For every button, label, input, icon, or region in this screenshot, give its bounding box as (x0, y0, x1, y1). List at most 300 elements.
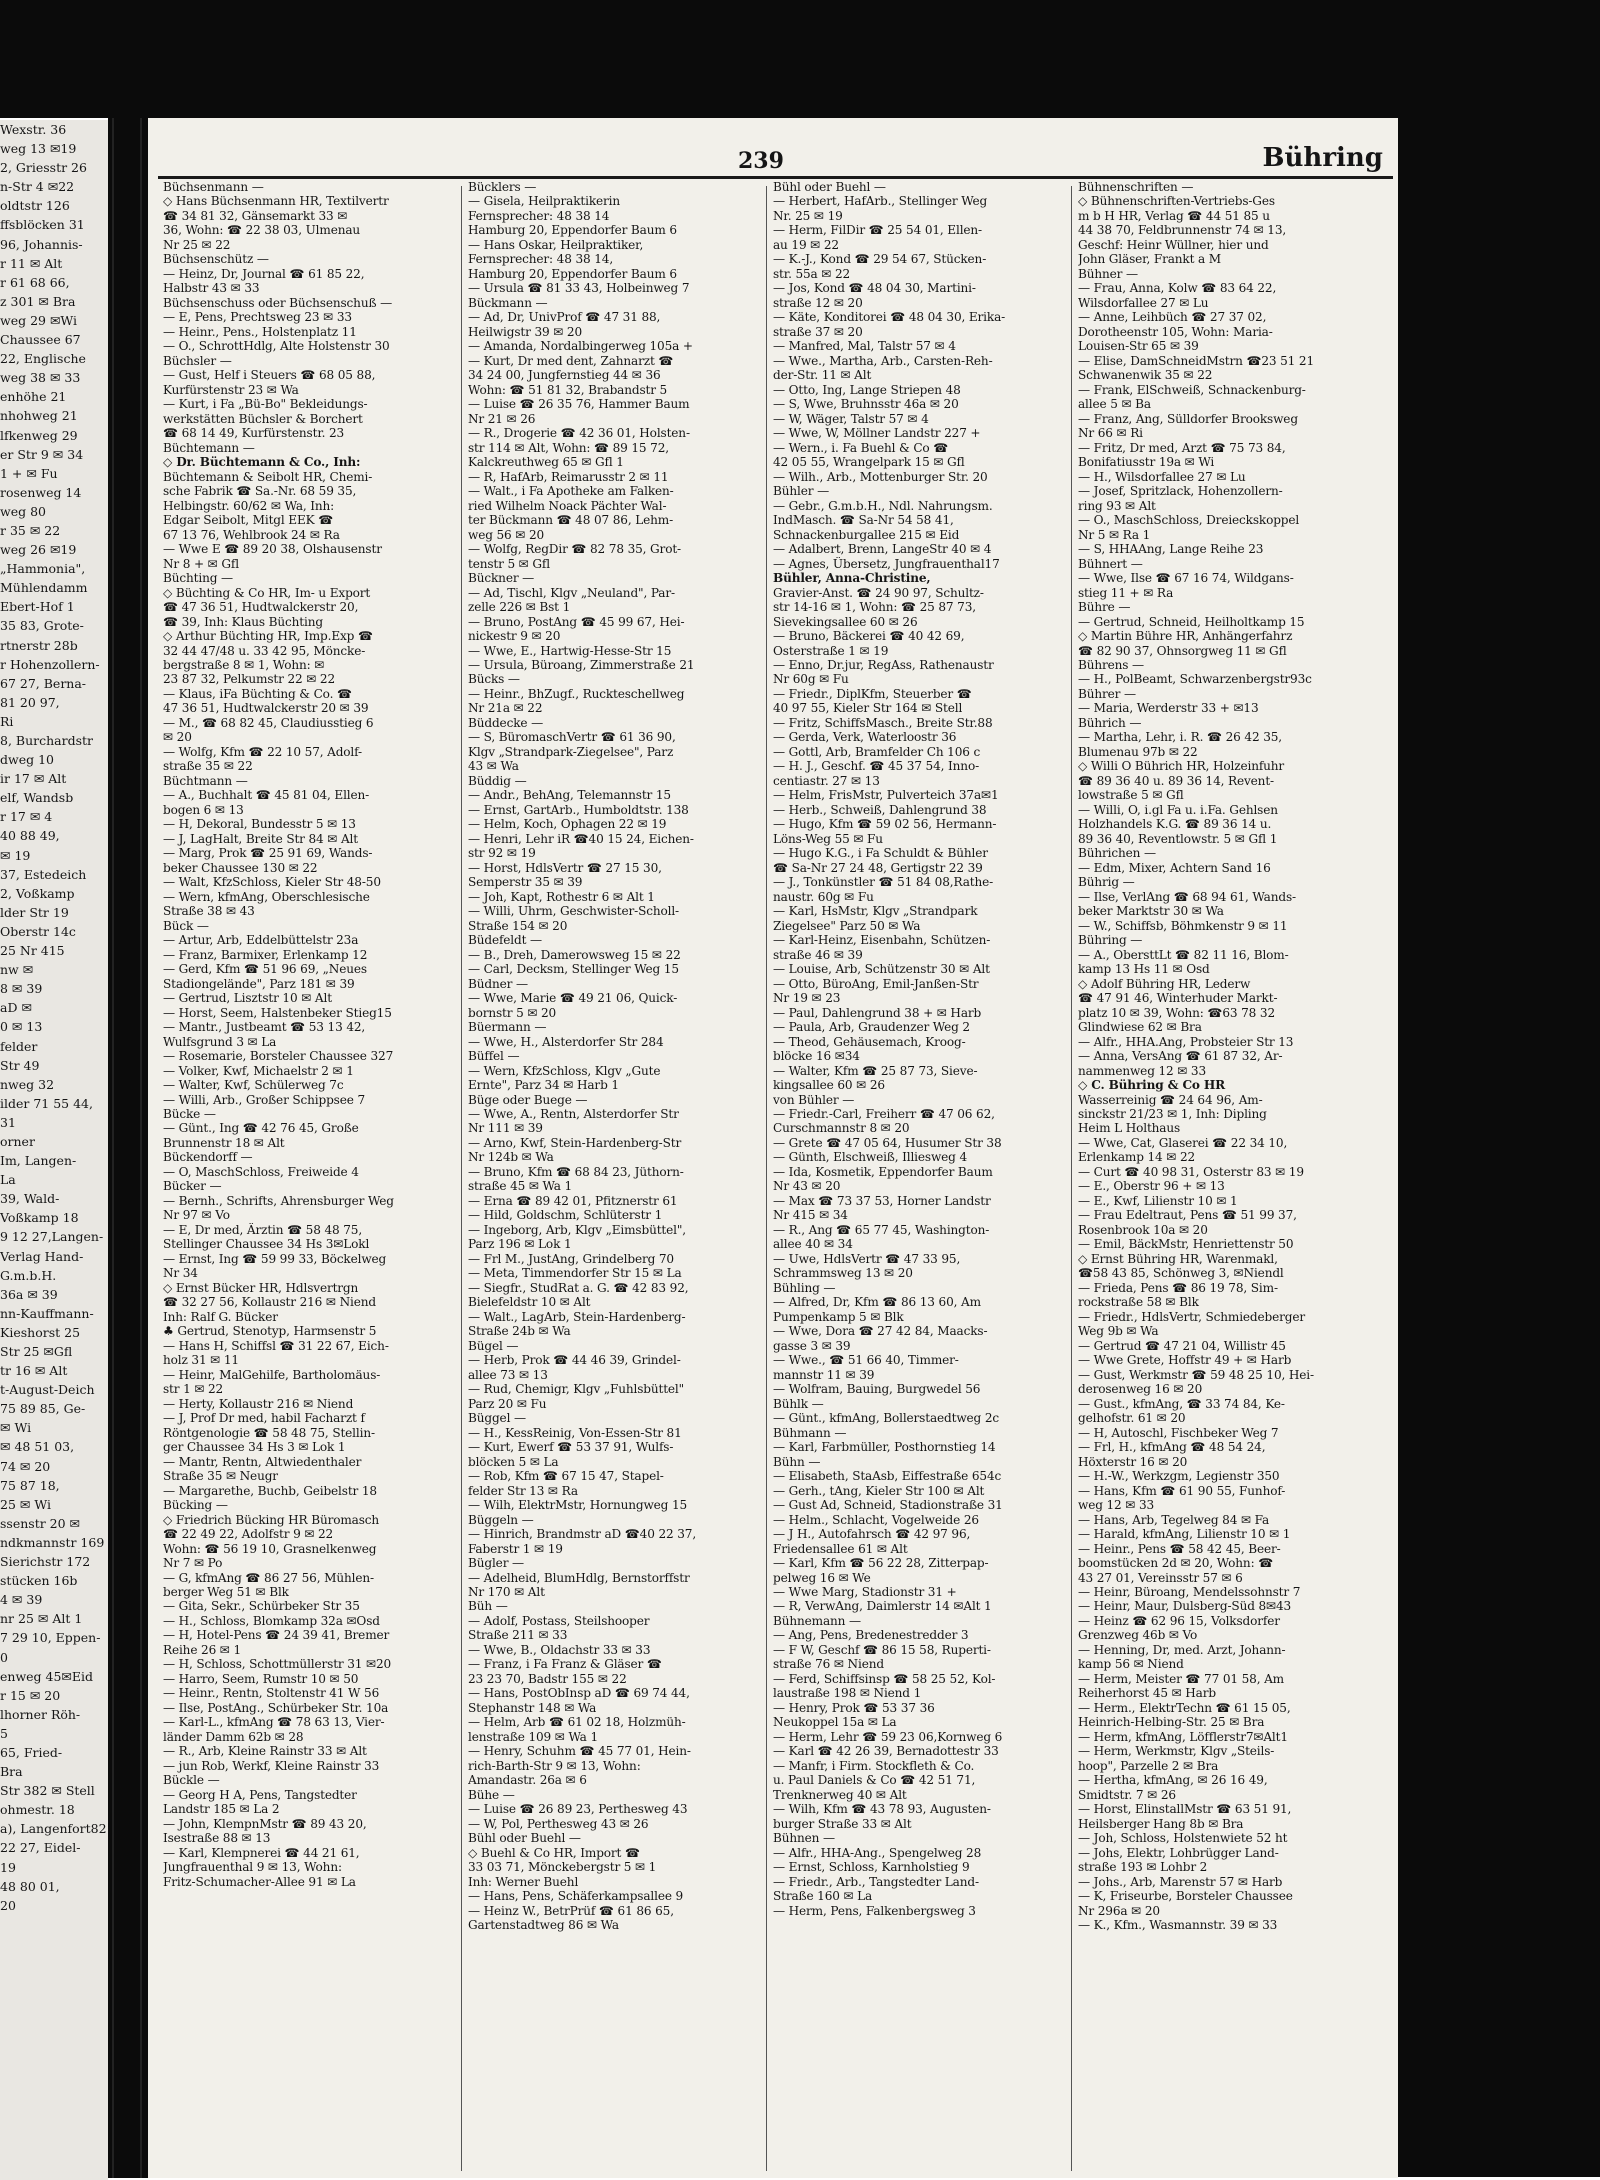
directory-entry-line: Amandastr. 26a ✉ 6 (468, 1773, 587, 1788)
surname-heading: Bückmann — (468, 295, 548, 310)
left-page-line: 0 ✉ 13 (0, 1019, 43, 1035)
directory-entry-line: Fernsprecher: 48 38 14 (468, 208, 610, 223)
surname-heading: Bühl oder Buehl — (773, 180, 886, 194)
directory-entry-line: — Artur, Arb, Eddelbüttelstr 23a (163, 933, 359, 948)
surname-heading: Bühn — (773, 1454, 821, 1469)
directory-entry-line: 32 44 47/48 u. 33 42 95, Möncke- (163, 643, 366, 658)
directory-entry-line: — Wwe E ☎ 89 20 38, Olshausenstr (163, 542, 382, 557)
left-page-line: 36a ✉ 39 (0, 1286, 58, 1302)
directory-entry-line: Helbingstr. 60/62 ✉ Wa, Inh: (163, 498, 335, 513)
directory-entry-line: — Wern, KfzSchloss, Klgv „Gute (468, 1063, 661, 1078)
directory-entry-line: — Ursula, Büroang, Zimmerstraße 21 (468, 657, 695, 672)
surname-heading: von Bühler — (773, 1092, 855, 1107)
directory-entry-line: — Walt., i Fa Apotheke am Falken- (468, 484, 674, 499)
directory-entry-line: — Ferd, Schiffsinsp ☎ 58 25 52, Kol- (773, 1671, 996, 1686)
directory-entry-line: — Frieda, Pens ☎ 86 19 78, Sim- (1078, 1280, 1278, 1295)
surname-heading: Bücklers — (468, 180, 537, 194)
left-page-line: weg 80 (0, 503, 46, 519)
directory-page (148, 118, 1398, 2178)
directory-entry-line: — H., Wilsdorfallee 27 ✉ Lu (1078, 469, 1246, 484)
directory-entry-line: — Henri, Lehr iR ☎40 15 24, Eichen- (468, 831, 694, 846)
directory-entry-line: ◇ Adolf Bühring HR, Lederw (1078, 976, 1251, 991)
directory-entry-line: — Heinz, Dr, Journal ☎ 61 85 22, (163, 266, 365, 281)
directory-entry-line: — Helm, Arb ☎ 61 02 18, Holzmüh- (468, 1715, 686, 1730)
directory-entry-line: straße 35 ✉ 22 (163, 759, 253, 774)
left-page-line: 74 ✉ 20 (0, 1458, 51, 1474)
directory-entry-line: blöcken 5 ✉ La (468, 1454, 559, 1469)
directory-entry-line: — A., Buchhalt ☎ 45 81 04, Ellen- (163, 788, 370, 803)
left-page-line: weg 26 ✉19 (0, 542, 77, 558)
directory-entry-line: ter Bückmann ☎ 48 07 86, Lehm- (468, 513, 674, 528)
directory-entry-line: beker Chaussee 130 ✉ 22 (163, 860, 318, 875)
left-page-line: 19 (0, 1859, 16, 1875)
directory-entry-line: mannstr 11 ✉ 39 (773, 1367, 875, 1382)
directory-entry-line: — Herb, Prok ☎ 44 46 39, Grindel- (468, 1353, 681, 1368)
directory-entry-line: ◇ Arthur Büchting HR, Imp.Exp ☎ (163, 629, 373, 644)
directory-entry-line: Jungfrauenthal 9 ✉ 13, Wohn: (163, 1860, 342, 1875)
directory-entry-line: Stellinger Chaussee 34 Hs 3✉Lokl (163, 1237, 370, 1252)
directory-entry-line: der-Str. 11 ✉ Alt (773, 368, 872, 383)
directory-entry-line: — Curt ☎ 40 98 31, Osterstr 83 ✉ 19 (1078, 1164, 1304, 1179)
directory-entry-line: — Wolfg, RegDir ☎ 82 78 35, Grot- (468, 542, 681, 557)
directory-entry-line: platz 10 ✉ 39, Wohn: ☎63 78 32 (1078, 1005, 1275, 1020)
directory-entry-line: — E, Dr med, Ärztin ☎ 58 48 75, (163, 1222, 363, 1237)
directory-entry-line: Nr 97 ✉ Vo (163, 1208, 230, 1223)
directory-entry-line: — Wilh, ElektrMstr, Hornungweg 15 (468, 1498, 688, 1513)
directory-entry-line: — H. J., Geschf. ☎ 45 37 54, Inno- (773, 759, 980, 774)
surname-heading: Bücker — (163, 1179, 222, 1194)
directory-entry-line: weg 12 ✉ 33 (1078, 1498, 1155, 1513)
directory-entry-line: — Herty, Kollaustr 216 ✉ Niend (163, 1396, 354, 1411)
directory-entry-line: — Helm, FrisMstr, Pulverteich 37a✉1 (773, 788, 999, 803)
directory-entry-line: Reihe 26 ✉ 1 (163, 1642, 242, 1657)
directory-entry-line: gelhofstr. 61 ✉ 20 (1078, 1411, 1186, 1426)
left-page-line: a), Langenfort82 (0, 1821, 107, 1837)
directory-entry-line: Faberstr 1 ✉ 19 (468, 1541, 563, 1556)
directory-entry-line: — Wilh, Kfm ☎ 43 78 93, Augusten- (773, 1802, 991, 1817)
directory-entry-line: Stadiongelände", Parz 181 ✉ 39 (163, 976, 355, 991)
left-page-line: 25 Nr 415 (0, 943, 65, 959)
directory-entry-line: bergstraße 8 ✉ 1, Wohn: ✉ (163, 657, 325, 672)
surname-heading: Bücke — (163, 1107, 216, 1121)
directory-entry-line: — Herm, kfmAng, Löfflerstr7✉Alt1 (1078, 1729, 1288, 1744)
directory-entry-line: — K., Kfm., Wasmannstr. 39 ✉ 33 (1078, 1918, 1278, 1933)
surname-heading: Büggeln — (468, 1512, 534, 1527)
directory-entry-line: Nr 25 ✉ 22 (163, 237, 231, 252)
left-page-line: La (0, 1172, 16, 1188)
directory-entry-line: Schwanenwik 35 ✉ 22 (1078, 368, 1213, 383)
directory-entry-line: Grenzweg 46b ✉ Vo (1078, 1628, 1198, 1643)
left-page-line: 25 ✉ Wi (0, 1496, 51, 1512)
left-page-line: lder Str 19 (0, 904, 69, 920)
directory-entry-line: — Wern, kfmAng, Oberschlesische (163, 889, 370, 904)
directory-entry-line: 23 23 70, Badstr 155 ✉ 22 (468, 1671, 627, 1686)
directory-entry-line: — H., PolBeamt, Schwarzenbergstr93c (1078, 672, 1312, 687)
directory-entry-line: Straße 24b ✉ Wa (468, 1324, 571, 1339)
directory-entry-line: — Heinr, MalGehilfe, Bartholomäus- (163, 1367, 381, 1382)
directory-entry-line: ☎ 47 36 51, Hudtwalckerstr 20, (163, 600, 359, 615)
directory-entry-line: Smidtstr. 7 ✉ 26 (1078, 1787, 1176, 1802)
directory-entry-line: — Gerh., tAng, Kieler Str 100 ✉ Alt (773, 1483, 985, 1498)
directory-entry-line: — Karl, Farbmüller, Posthornstieg 14 (773, 1440, 996, 1455)
directory-entry-line: Höxterstr 16 ✉ 20 (1078, 1454, 1188, 1469)
directory-entry-line: — R., Drogerie ☎ 42 36 01, Holsten- (468, 426, 690, 441)
left-page-line: 4 ✉ 39 (0, 1592, 43, 1608)
directory-entry-line: — J, Prof Dr med, habil Facharzt f (163, 1411, 365, 1426)
directory-entry-line: — Henry, Schuhm ☎ 45 77 01, Hein- (468, 1744, 691, 1759)
directory-entry-line: — S, BüromaschVertr ☎ 61 36 90, (468, 730, 676, 745)
directory-entry-line: ◇ Friedrich Bücking HR Büromasch (163, 1512, 380, 1527)
left-page-line: Verlag Hand- (0, 1248, 84, 1264)
directory-entry-line: Büchtemann & Seibolt HR, Chemi- (163, 469, 373, 484)
directory-entry-line: Wulfsgrund 3 ✉ La (163, 1034, 277, 1049)
surname-heading: Büge oder Buege — (468, 1092, 588, 1107)
directory-entry-line: — Gita, Sekr., Schürbeker Str 35 (163, 1599, 360, 1614)
directory-entry-line: ◇ Dr. Büchtemann & Co., Inh: (163, 455, 361, 470)
directory-entry-line: 44 38 70, Feldbrunnenstr 74 ✉ 13, (1078, 223, 1287, 238)
directory-entry-line: Hamburg 20, Eppendorfer Baum 6 (468, 223, 677, 238)
directory-entry-line: — Marg, Prok ☎ 25 91 69, Wands- (163, 846, 373, 861)
directory-entry-line: — Emil, BäckMstr, Henriettenstr 50 (1078, 1237, 1294, 1252)
directory-entry-line: — Josef, Spritzlack, Hohenzollern- (1078, 484, 1283, 499)
directory-entry-line: — Herm, Lehr ☎ 59 23 06,Kornweg 6 (773, 1729, 1003, 1744)
directory-entry-line: ☎ Sa-Nr 27 24 48, Gertigstr 22 39 (773, 860, 983, 875)
directory-entry-line: — Wwe, A., Rentn, Alsterdorfer Str (468, 1107, 679, 1121)
directory-entry-line: Nr 66 ✉ Ri (1078, 426, 1143, 441)
directory-entry-line: — Herm, Pens, Falkenbergsweg 3 (773, 1903, 976, 1918)
directory-entry-line: — Hans, Pens, Schäferkampsallee 9 (468, 1889, 684, 1904)
surname-heading: Büchting — (163, 571, 233, 586)
directory-entry-line: ☎ 89 36 40 u. 89 36 14, Revent- (1078, 773, 1274, 788)
directory-entry-line: Rosenbrook 10a ✉ 20 (1078, 1222, 1208, 1237)
directory-entry-line: — Martha, Lehr, i. R. ☎ 26 42 35, (1078, 730, 1282, 745)
directory-entry-line: — Wwe, H., Alsterdorfer Str 284 (468, 1034, 664, 1049)
directory-entry-line: — Maria, Werderstr 33 + ✉13 (1078, 701, 1259, 716)
directory-entry-line: — B., Dreh, Damerowsweg 15 ✉ 22 (468, 947, 681, 962)
directory-entry-line: Nr 21a ✉ 22 (468, 701, 543, 716)
directory-entry-line: — Wwe., ☎ 51 66 40, Timmer- (773, 1353, 959, 1368)
directory-entry-line: — H, Schloss, Schottmüllerstr 31 ✉20 (163, 1657, 392, 1672)
left-page-line: nweg 32 (0, 1076, 55, 1092)
left-page-line: 81 20 97, (0, 694, 60, 710)
directory-entry-line: Osterstraße 1 ✉ 19 (773, 643, 889, 658)
directory-entry-line: berger Weg 51 ✉ Blk (163, 1584, 289, 1599)
directory-entry-line: — Elisabeth, StaAsb, Eiffestraße 654c (773, 1469, 1002, 1484)
directory-entry-line: ☎ 39, Inh: Klaus Büchting (163, 614, 323, 629)
directory-entry-line: Semperstr 35 ✉ 39 (468, 875, 583, 890)
directory-entry-line: — Wwe, B., Oldachstr 33 ✉ 33 (468, 1642, 651, 1657)
directory-entry-line: — G, kfmAng ☎ 86 27 56, Mühlen- (163, 1570, 374, 1585)
directory-entry-line: Parz 196 ✉ Lok 1 (468, 1237, 572, 1252)
directory-entry-line: — Frl M., JustAng, Grindelberg 70 (468, 1251, 674, 1266)
directory-entry-line: — Horst, ElinstallMstr ☎ 63 51 91, (1078, 1802, 1292, 1817)
directory-entry-line: — Otto, BüroAng, Emil-Janßen-Str (773, 976, 979, 991)
surname-heading: Bückner — (468, 571, 535, 586)
directory-entry-line: — Gerda, Verk, Waterloostr 36 (773, 730, 957, 745)
directory-entry-line: nickestr 9 ✉ 20 (468, 629, 561, 644)
directory-entry-line: ☎ 32 27 56, Kollaustr 216 ✉ Niend (163, 1295, 376, 1310)
directory-entry-line: — H., Schloss, Blomkamp 32a ✉Osd (163, 1613, 380, 1628)
directory-entry-line: Nr 170 ✉ Alt (468, 1584, 545, 1599)
left-page-line: 2, Griesstr 26 (0, 160, 87, 176)
left-page-line: lfkenweg 29 (0, 427, 78, 443)
left-page-line: nw ✉ (0, 962, 34, 978)
directory-column-2 (468, 180, 760, 2170)
left-page-line: stücken 16b (0, 1573, 78, 1589)
directory-entry-line: 43 ✉ Wa (468, 759, 519, 774)
directory-entry-line: — Rosemarie, Borsteler Chaussee 327 (163, 1049, 394, 1064)
directory-entry-line: — H., KessReinig, Von-Essen-Str 81 (468, 1425, 682, 1440)
directory-entry-line: zelle 226 ✉ Bst 1 (468, 600, 571, 615)
left-page-line: ssenstr 20 ✉ (0, 1515, 81, 1531)
left-page-line: enhöhe 21 (0, 389, 67, 405)
directory-entry-line: Reiherhorst 45 ✉ Harb (1078, 1686, 1216, 1701)
directory-entry-line: — Ernst, GartArb., Humboldtstr. 138 (468, 802, 689, 817)
directory-entry-line: lowstraße 5 ✉ Gfl (1078, 788, 1184, 803)
surname-heading: Büermann — (468, 1020, 547, 1035)
running-head: Bühring (1262, 143, 1383, 173)
directory-entry-line: — O., MaschSchloss, Dreieckskoppel (1078, 513, 1300, 528)
directory-entry-line: 67 13 76, Wehlbrook 24 ✉ Ra (163, 527, 340, 542)
directory-entry-line: ☎ 34 81 32, Gänsemarkt 33 ✉ (163, 208, 348, 223)
directory-entry-line: Glindwiese 62 ✉ Bra (1078, 1020, 1202, 1035)
directory-entry-line: ☎ 82 90 37, Ohnsorgweg 11 ✉ Gfl (1078, 643, 1287, 658)
directory-entry-line: — Volker, Kwf, Michaelstr 2 ✉ 1 (163, 1063, 354, 1078)
directory-entry-line: — Ad, Dr, UnivProf ☎ 47 31 88, (468, 310, 661, 325)
surname-heading: Bührichen — (1078, 846, 1156, 861)
left-page-line: lhorner Röh- (0, 1706, 81, 1722)
left-page-line: Ri (0, 713, 14, 729)
directory-entry-line: — J H., Autofahrsch ☎ 42 97 96, (773, 1527, 971, 1542)
left-page-line: Wexstr. 36 (0, 122, 67, 137)
directory-entry-line: — Gerd, Kfm ☎ 51 96 69, „Neues (163, 962, 367, 977)
directory-entry-line: — J, LagHalt, Breite Str 84 ✉ Alt (163, 831, 358, 846)
directory-entry-line: — Gust Ad, Schneid, Stadionstraße 31 (773, 1498, 1003, 1513)
book-spine-line (112, 118, 114, 2178)
left-page-line: r Hohenzollern- (0, 656, 100, 672)
directory-entry-line: Heilwigstr 39 ✉ 20 (468, 324, 582, 339)
directory-entry-line: — Friedr.-Carl, Freiherr ☎ 47 06 62, (773, 1107, 995, 1121)
book-spine-line-2 (140, 118, 142, 2178)
directory-entry-line: — Heinz W., BetrPrüf ☎ 61 86 65, (468, 1903, 674, 1918)
left-page-line: ✉ Wi (0, 1420, 32, 1436)
directory-entry-line: — Wwe, Cat, Glaserei ☎ 22 34 10, (1078, 1135, 1288, 1150)
left-page-line: ohmestr. 18 (0, 1802, 75, 1818)
surname-heading: Bühl oder Buehl — (468, 1831, 581, 1846)
book-gutter (108, 118, 148, 2178)
directory-entry-line: Blumenau 97b ✉ 22 (1078, 744, 1198, 759)
surname-heading: Bühnert — (1078, 556, 1143, 571)
directory-entry-line: Kalckreuthweg 65 ✉ Gfl 1 (468, 455, 624, 470)
directory-entry-line: Geschf: Heinr Wüllner, hier und (1078, 237, 1269, 252)
directory-entry-line: Röntgenologie ☎ 58 48 75, Stellin- (163, 1425, 375, 1440)
directory-entry-line: — Henning, Dr, med. Arzt, Johann- (1078, 1642, 1286, 1657)
left-page-line: 31 (0, 1114, 16, 1130)
directory-entry-line: 36, Wohn: ☎ 22 38 03, Ulmenau (163, 223, 361, 238)
directory-entry-line: Nr 34 (163, 1266, 198, 1281)
directory-entry-line: — Frank, ElSchweiß, Schnackenburg- (1078, 382, 1306, 397)
surname-heading: Bühnen — (773, 1831, 835, 1846)
directory-entry-line: ◇ Martin Bühre HR, Anhängerfahrz (1078, 629, 1293, 644)
directory-entry-line: — Herm, Werkmstr, Klgv „Steils- (1078, 1744, 1275, 1759)
directory-entry-line: — Gertrud, Schneid, Heilholtkamp 15 (1078, 614, 1305, 629)
directory-entry-line: — Harald, kfmAng, Lilienstr 10 ✉ 1 (1078, 1527, 1291, 1542)
directory-entry-line: Nr 5 ✉ Ra 1 (1078, 527, 1151, 542)
directory-entry-line: — Klaus, iFa Büchting & Co. ☎ (163, 686, 352, 701)
directory-entry-line: Fritz-Schumacher-Allee 91 ✉ La (163, 1874, 356, 1889)
directory-entry-line: — Adelheid, BlumHdlg, Bernstorffstr (468, 1570, 690, 1585)
directory-entry-line: Nr 43 ✉ 20 (773, 1179, 841, 1194)
directory-entry-line: — Gertrud ☎ 47 21 04, Willistr 45 (1078, 1338, 1286, 1353)
directory-entry-line: — H, Dekoral, Bundesstr 5 ✉ 13 (163, 817, 356, 832)
directory-entry-line: John Gläser, Frankt a M (1078, 252, 1221, 267)
left-page-line: ffsblöcken 31 (0, 217, 85, 233)
directory-entry-line: — Herm., ElektrTechn ☎ 61 15 05, (1078, 1700, 1291, 1715)
directory-entry-line: — Herm, Meister ☎ 77 01 58, Am (1078, 1671, 1284, 1686)
directory-entry-line: — Gisela, Heilpraktikerin (468, 194, 620, 209)
directory-entry-line: pelweg 16 ✉ We (773, 1570, 871, 1585)
directory-entry-line: Wohn: ☎ 56 19 10, Grasnelkenweg (163, 1541, 377, 1556)
surname-heading: Bückendorff — (163, 1150, 253, 1165)
left-page-line: Voßkamp 18 (0, 1210, 79, 1226)
directory-entry-line: — Alfr., HHA.Ang, Probsteier Str 13 (1078, 1034, 1294, 1049)
left-page-fragment (0, 120, 108, 2180)
directory-entry-line: ✉ 20 (163, 730, 192, 745)
directory-column-4 (1078, 180, 1370, 2170)
directory-entry-line: — Willi, Arb., Großer Schippsee 7 (163, 1092, 365, 1107)
directory-entry-line: Nr 19 ✉ 23 (773, 991, 841, 1006)
surname-heading: Büchsenmann — (163, 180, 264, 194)
directory-entry-line: Ernte", Parz 34 ✉ Harb 1 (468, 1078, 619, 1093)
directory-entry-line: derosenweg 16 ✉ 20 (1078, 1382, 1203, 1397)
directory-entry-line: ◇ Buehl & Co HR, Import ☎ (468, 1845, 640, 1860)
surname-heading: Bühlk — (773, 1396, 824, 1411)
directory-entry-line: stieg 11 + ✉ Ra (1078, 585, 1174, 600)
directory-entry-line: — Frau Edeltraut, Pens ☎ 51 99 37, (1078, 1208, 1297, 1223)
directory-entry-line: Nr 124b ✉ Wa (468, 1150, 554, 1165)
directory-entry-line: — Wwe, W, Möllner Landstr 227 + (773, 426, 981, 441)
directory-entry-line: — Meta, Timmendorfer Str 15 ✉ La (468, 1266, 682, 1281)
directory-entry-line: Brunnenstr 18 ✉ Alt (163, 1135, 285, 1150)
left-page-line: weg 13 ✉19 (0, 141, 77, 157)
directory-entry-line: — Carl, Decksm, Stellinger Weg 15 (468, 962, 679, 977)
directory-entry-line: tenstr 5 ✉ Gfl (468, 556, 550, 571)
directory-entry-line: — Manfred, Mal, Talstr 57 ✉ 4 (773, 339, 956, 354)
directory-entry-line: — Horst, Seem, Halstenbeker Stieg15 (163, 1005, 392, 1020)
directory-entry-line: — Kurt, i Fa „Bü-Bo" Bekleidungs- (163, 397, 368, 412)
directory-entry-line: werkstätten Büchsler & Borchert (163, 411, 363, 426)
left-page-line: 0 (0, 1649, 8, 1665)
directory-entry-line: — S, Wwe, Bruhnsstr 46a ✉ 20 (773, 397, 959, 412)
directory-entry-line: — Hugo, Kfm ☎ 59 02 56, Hermann- (773, 817, 997, 832)
left-page-line: oldtstr 126 (0, 198, 70, 214)
left-page-line: rtnerstr 28b (0, 637, 78, 653)
directory-entry-line: — Ad, Tischl, Klgv „Neuland", Par- (468, 585, 675, 600)
left-page-line: ✉ 19 (0, 847, 31, 863)
directory-entry-line: — jun Rob, Werkf, Kleine Rainstr 33 (163, 1758, 380, 1773)
directory-entry-line: — Margarethe, Buchb, Geibelstr 18 (163, 1483, 377, 1498)
directory-entry-line: ☎ 68 14 49, Kurfürstenstr. 23 (163, 426, 345, 441)
directory-entry-line: Fernsprecher: 48 38 14, (468, 252, 614, 267)
surname-heading: Bührens — (1078, 657, 1144, 672)
left-page-line: Mühlendamm (0, 580, 88, 596)
surname-heading: Büchtmann — (163, 773, 248, 788)
directory-entry-line: — Wern., i. Fa Buehl & Co ☎ (773, 440, 949, 455)
directory-entry-line: straße 45 ✉ Wa 1 (468, 1179, 573, 1194)
page-number: 239 (738, 148, 784, 174)
directory-entry-line: — A., ObersttLt ☎ 82 11 16, Blom- (1078, 947, 1289, 962)
directory-entry-line: — Gust, Helf i Steuers ☎ 68 05 88, (163, 368, 376, 383)
directory-entry-line: — Rob, Kfm ☎ 67 15 47, Stapel- (468, 1469, 664, 1484)
directory-entry-line: — Elise, DamSchneidMstrn ☎23 51 21 (1078, 353, 1315, 368)
left-page-line: 7 29 10, Eppen- (0, 1630, 101, 1646)
surname-heading: Büdefeldt — (468, 933, 542, 948)
directory-entry-line: gasse 3 ✉ 39 (773, 1338, 851, 1353)
directory-entry-line: allee 5 ✉ Ba (1078, 397, 1151, 412)
directory-entry-line: — Wwe, Ilse ☎ 67 16 74, Wildgans- (1078, 571, 1294, 586)
directory-entry-line: — Louise, Arb, Schützenstr 30 ✉ Alt (773, 962, 990, 977)
directory-entry-line: ger Chaussee 34 Hs 3 ✉ Lok 1 (163, 1440, 346, 1455)
surname-heading: Bühner — (1078, 266, 1138, 281)
directory-entry-line: — Bruno, Kfm ☎ 68 84 23, Jüthorn- (468, 1164, 684, 1179)
surname-heading: Büddecke — (468, 715, 544, 730)
directory-entry-line: — Uwe, HdlsVertr ☎ 47 33 95, (773, 1251, 961, 1266)
left-page-line: 75 89 85, Ge- (0, 1401, 86, 1417)
directory-entry-line: — Franz, i Fa Franz & Gläser ☎ (468, 1657, 662, 1672)
directory-entry-line: — John, KlempnMstr ☎ 89 43 20, (163, 1816, 367, 1831)
directory-entry-line: — Frau, Anna, Kolw ☎ 83 64 22, (1078, 281, 1277, 296)
directory-entry-line: — Walter, Kwf, Schülerweg 7c (163, 1078, 344, 1093)
directory-entry-line: Klgv „Strandpark-Ziegelsee", Parz (468, 744, 674, 759)
left-page-line: dweg 10 (0, 752, 54, 768)
directory-entry-line: straße 76 ✉ Niend (773, 1657, 884, 1672)
directory-entry-line: lenstraße 109 ✉ Wa 1 (468, 1729, 598, 1744)
directory-entry-line: — Paula, Arb, Graudenzer Weg 2 (773, 1020, 970, 1035)
directory-entry-line: — Horst, HdlsVertr ☎ 27 15 30, (468, 860, 662, 875)
left-page-line: enweg 45✉Eid (0, 1668, 94, 1684)
directory-entry-line: — Hans, Kfm ☎ 61 90 55, Funhof- (1078, 1483, 1286, 1498)
directory-entry-line: — Gertrud, Lisztstr 10 ✉ Alt (163, 991, 332, 1006)
directory-entry-line: Schrammsweg 13 ✉ 20 (773, 1266, 913, 1281)
directory-entry-line: — Luise ☎ 26 89 23, Perthesweg 43 (468, 1802, 688, 1817)
left-page-line: elf, Wandsb (0, 790, 74, 806)
directory-entry-line: sche Fabrik ☎ Sa.-Nr. 68 59 35, (163, 484, 357, 499)
directory-entry-line: — Karl, Kfm ☎ 56 22 28, Zitterpap- (773, 1556, 989, 1571)
directory-entry-line: — Karl, Klempnerei ☎ 44 21 61, (163, 1845, 360, 1860)
directory-entry-line: nammenweg 12 ✉ 33 (1078, 1063, 1207, 1078)
directory-entry-line: — Friedr., HdlsVertr, Schmiedeberger (1078, 1309, 1305, 1324)
directory-entry-line: burger Straße 33 ✉ Alt (773, 1816, 912, 1831)
left-page-line: Bra (0, 1764, 23, 1780)
left-page-line: weg 29 ✉Wi (0, 312, 78, 328)
directory-entry-line: — Arno, Kwf, Stein-Hardenberg-Str (468, 1135, 682, 1150)
directory-entry-line: — Heinr., Pens., Holstenplatz 11 (163, 324, 357, 339)
directory-entry-line: — Walt., LagArb, Stein-Hardenberg- (468, 1309, 686, 1324)
directory-entry-line: — Ida, Kosmetik, Eppendorfer Baum (773, 1164, 993, 1179)
directory-entry-line: str 14-16 ✉ 1, Wohn: ☎ 25 87 73, (773, 600, 976, 615)
directory-entry-line: — Wolfg, Kfm ☎ 22 10 57, Adolf- (163, 744, 362, 759)
left-page-line: 35 83, Grote- (0, 618, 84, 634)
left-page-line: Oberstr 14c (0, 923, 76, 939)
directory-entry-line: ☎ 22 49 22, Adolfstr 9 ✉ 22 (163, 1527, 334, 1542)
directory-entry-line: ◇ Büchting & Co HR, Im- u Export (163, 585, 371, 600)
directory-entry-line: kingsallee 60 ✉ 26 (773, 1078, 885, 1093)
directory-entry-line: — Andr., BehAng, Telemannstr 15 (468, 788, 671, 803)
directory-entry-line: Friedensallee 61 ✉ Alt (773, 1541, 908, 1556)
scan-border-right (1398, 0, 1600, 2177)
directory-entry-line: m b H HR, Verlag ☎ 44 51 85 u (1078, 208, 1270, 223)
left-page-line: 37, Estedeich (0, 866, 87, 882)
